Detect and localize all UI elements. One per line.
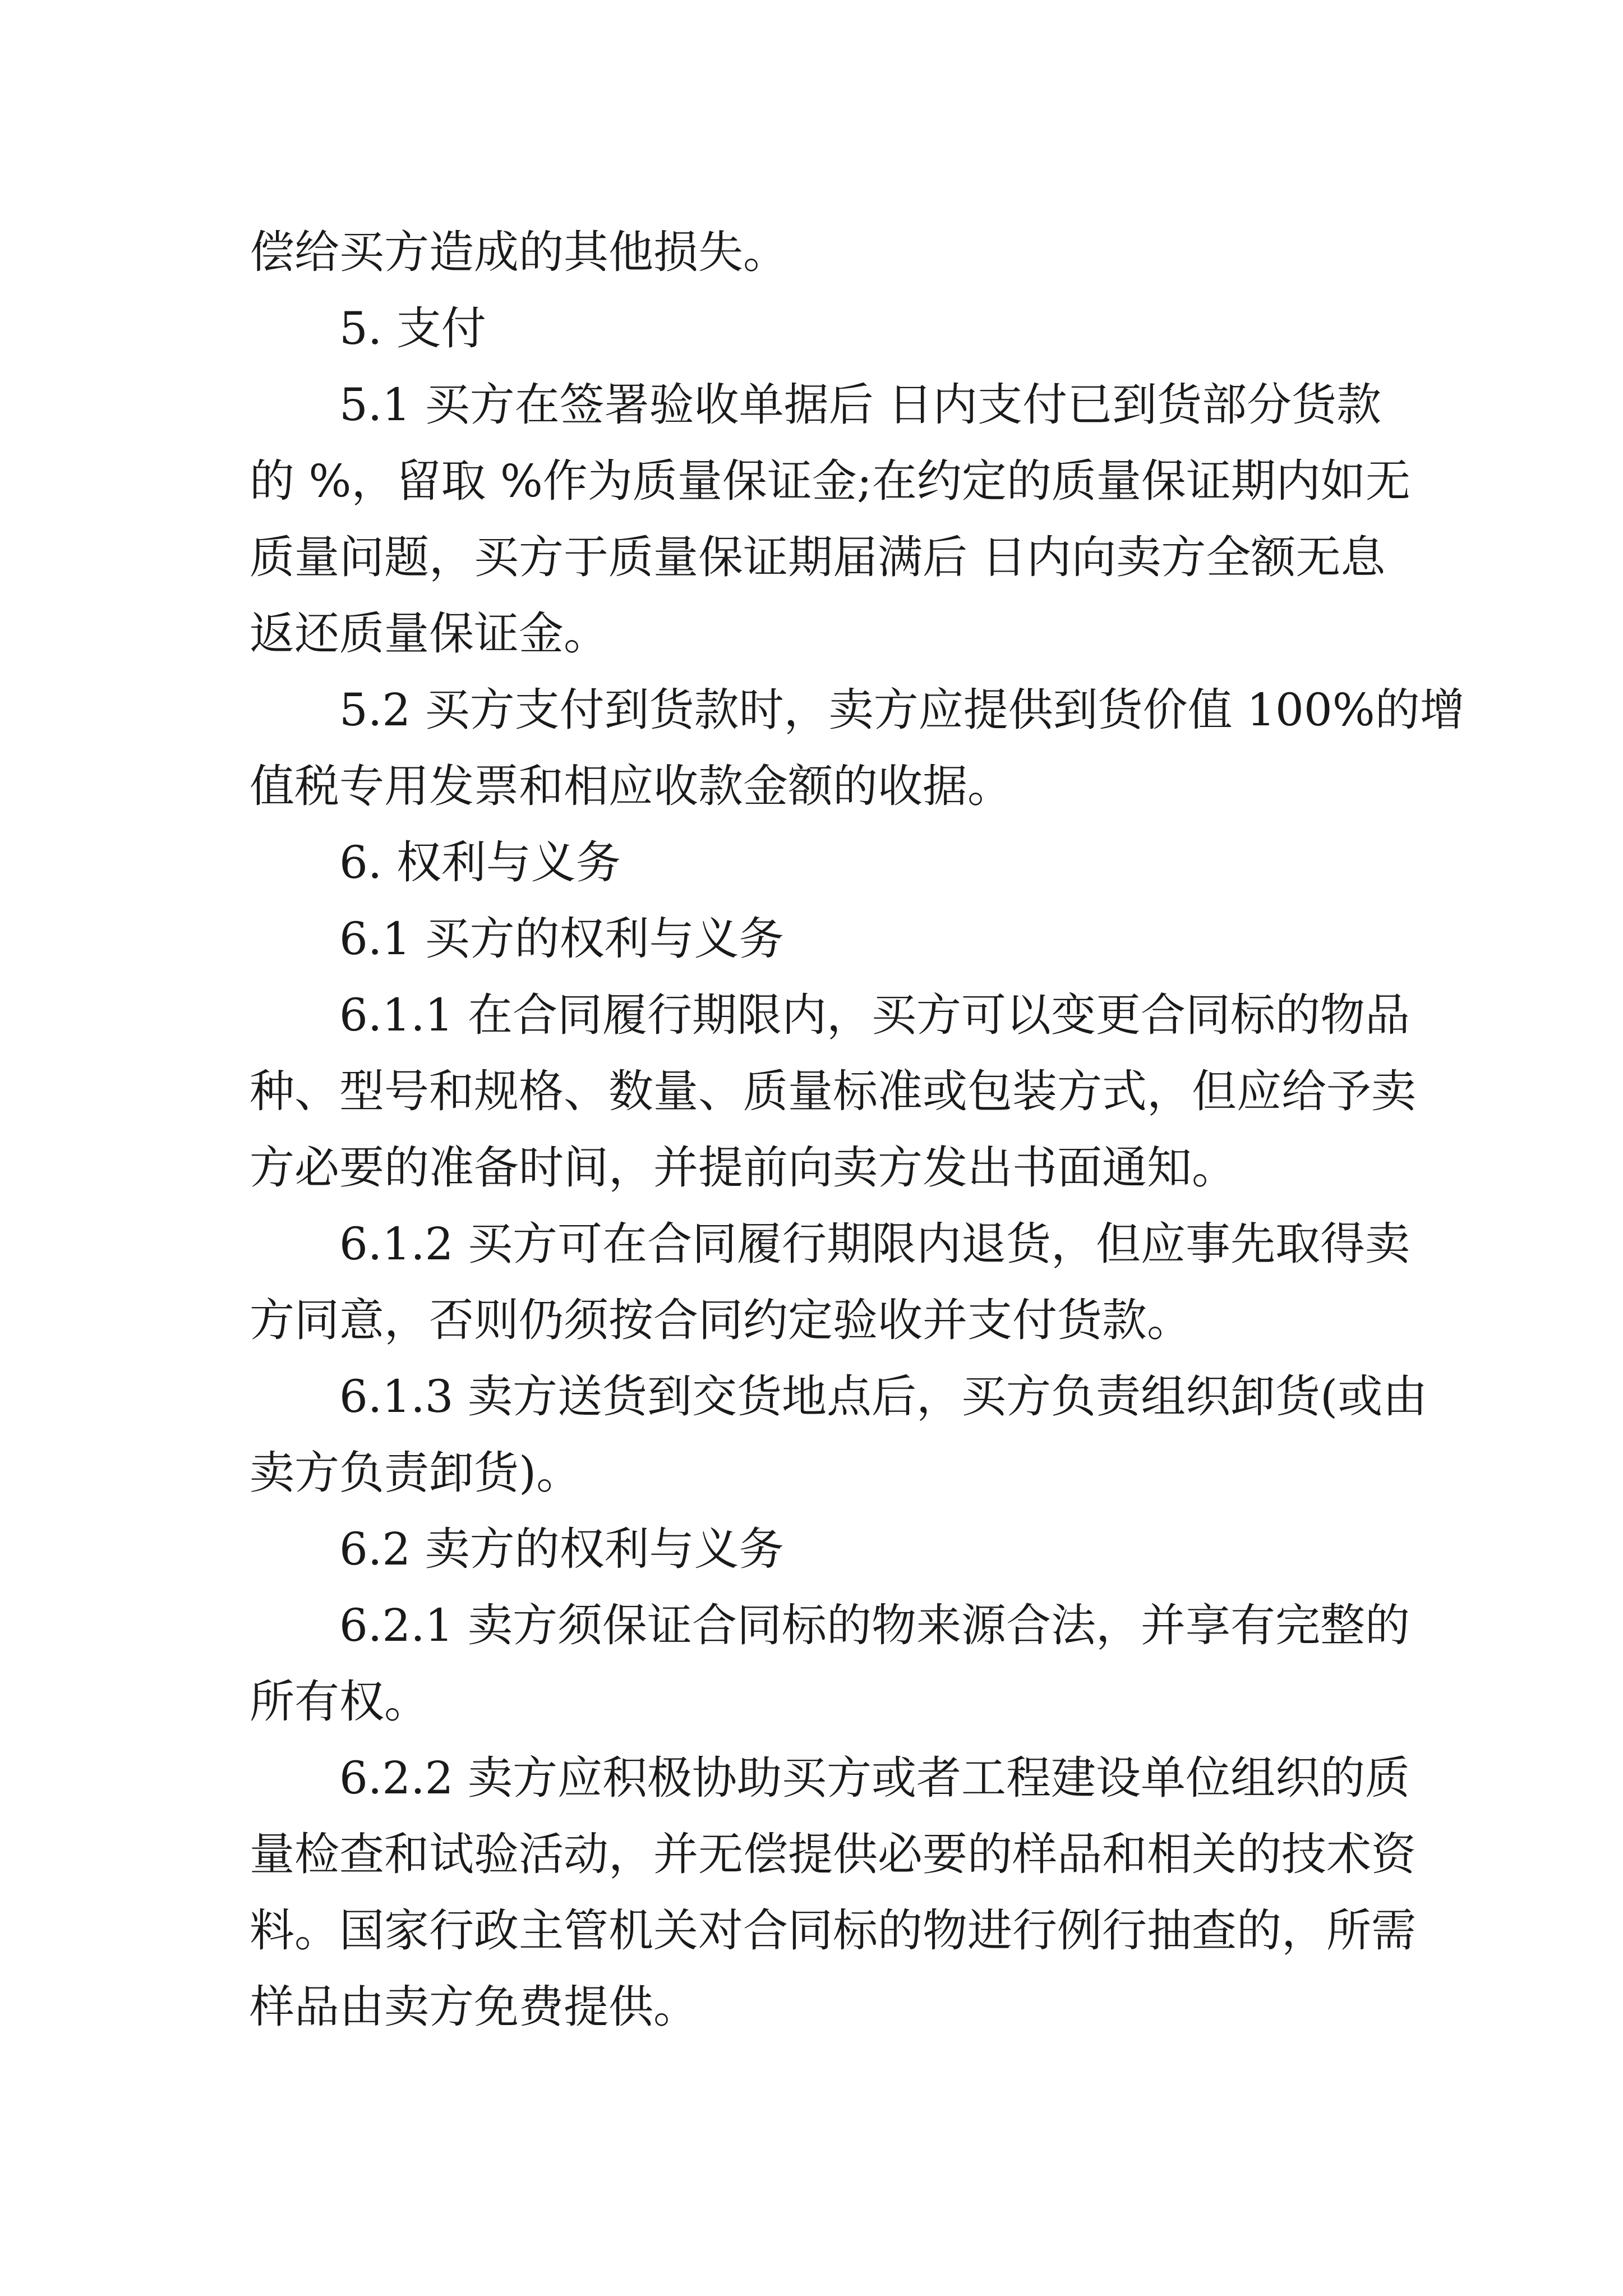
section-heading-payment (250, 291, 1381, 367)
text-line: 方必要的准备时间，并提前向卖方发出书面通知。 (250, 1142, 1237, 1194)
text-line: 6.2.1 卖方须保证合同标的物来源合法，并享有完整的 (339, 1599, 1410, 1651)
text-line: 的 %，留取 %作为质量保证金;在约定的质量保证期内如无 (250, 455, 1410, 507)
text-line: 6.1.1 在合同履行期限内，买方可以变更合同标的物品 (339, 989, 1410, 1041)
text-line: 6.2.2 卖方应积极协助买方或者工程建设单位组织的质 (339, 1752, 1410, 1804)
text-line: 返还质量保证金。 (250, 608, 608, 660)
subsection-heading-buyer (250, 901, 1381, 977)
clause-5-2 (250, 672, 1465, 825)
text-line: 方同意，否则仍须按合同约定验收并支付货款。 (250, 1294, 1192, 1346)
clause-6-1-2 (250, 1206, 1410, 1359)
text-line: 质量问题，买方于质量保证期届满后 日内向卖方全额无息 (250, 531, 1386, 583)
text-line: 种、型号和规格、数量、质量标准或包装方式，但应给予卖 (250, 1065, 1416, 1117)
text-line: 6.1.3 卖方送货到交货地点后，买方负责组织卸货(或由 (339, 1370, 1428, 1423)
heading-line: 6.2 卖方的权利与义务 (339, 1523, 784, 1575)
clause-5-1 (250, 367, 1410, 672)
clause-6-2-2 (250, 1740, 1416, 2045)
text-line: 量检查和试验活动，并无偿提供必要的样品和相关的技术资 (250, 1828, 1416, 1880)
clause-6-1-1 (250, 977, 1416, 1206)
text-line: 5.2 买方支付到货款时，卖方应提供到货价值 100%的增 (339, 684, 1465, 736)
text-line: 值税专用发票和相应收款金额的收据。 (250, 760, 1012, 812)
text-line: 料。国家行政主管机关对合同标的物进行例行抽查的，所需 (250, 1904, 1416, 1957)
clause-6-2-1 (250, 1588, 1410, 1740)
clause-6-1-3 (250, 1359, 1428, 1511)
text-line: 所有权。 (250, 1676, 429, 1728)
subsection-heading-seller (250, 1511, 1381, 1588)
heading-line: 5. 支付 (339, 302, 486, 355)
heading-line: 6. 权利与义务 (339, 836, 621, 889)
paragraph-loss-compensation (250, 214, 1381, 291)
heading-line: 6.1 买方的权利与义务 (339, 913, 784, 965)
text-line: 偿给买方造成的其他损失。 (250, 226, 788, 278)
text-line: 卖方负责卸货)。 (250, 1447, 582, 1499)
section-heading-rights-obligations (250, 825, 1381, 901)
text-line: 样品由卖方免费提供。 (250, 1981, 698, 2033)
text-line: 5.1 买方在签署验收单据后 日内支付已到货部分货款 (339, 379, 1382, 431)
document-body (250, 214, 1465, 2045)
text-line: 6.1.2 买方可在合同履行期限内退货，但应事先取得卖 (339, 1218, 1410, 1270)
